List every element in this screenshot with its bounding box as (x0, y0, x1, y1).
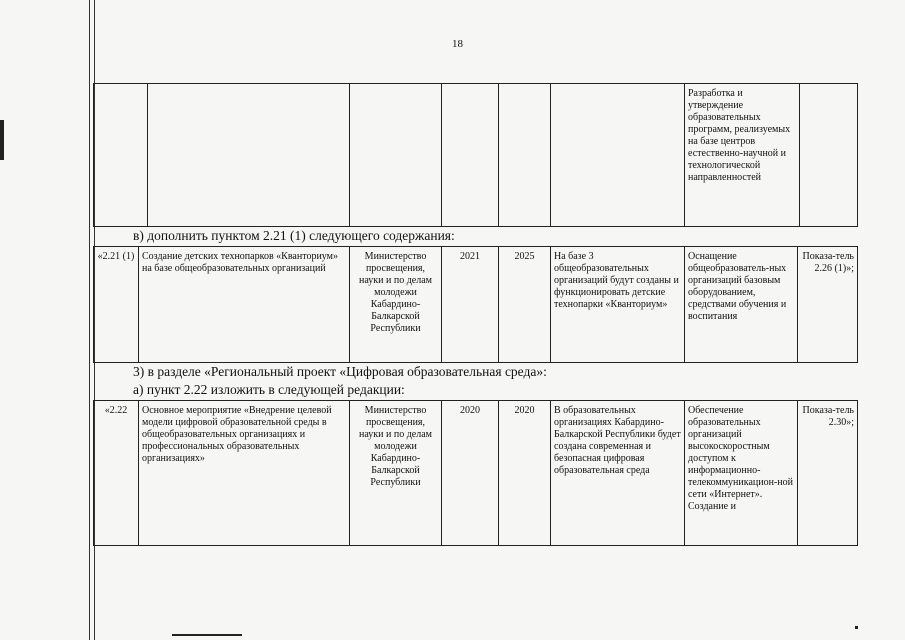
cell-start (442, 84, 499, 227)
cell-num: «2.22 (94, 401, 139, 546)
cell-executor (350, 84, 442, 227)
table-row (94, 84, 858, 227)
instruction-section-digital: 3) в разделе «Региональный проект «Цифровая образовательная среда»: (133, 364, 547, 379)
cell-executor: Министерство просвещения, науки и по делам молодежи Кабардино-Балкарской Республики (350, 401, 442, 546)
cell-name (148, 84, 350, 227)
table-row (94, 247, 858, 363)
cell-num: «2.21 (1) (94, 247, 139, 363)
cell-content: Обеспечение образовательных организаций высокоскоростным доступом к информационно-телекоммуникацион-ной сети «Интернет». Создание и (685, 401, 798, 546)
cell-result: На базе 3 общеобразовательных организаций будут созданы и функционировать детские технопарки «Кванториум» (551, 247, 685, 363)
cell-end: 2025 (499, 247, 551, 363)
cell-end (499, 84, 551, 227)
cell-content: Оснащение общеобразователь-ных организаций базовым оборудованием, средствами обучения и воспитания (685, 247, 798, 363)
table-continuation (93, 83, 858, 227)
instruction-edit-2-22: а) пункт 2.22 изложить в следующей редакции: (133, 382, 405, 397)
cell-start: 2021 (442, 247, 499, 363)
cell-result: В образовательных организациях Кабардино-Балкарской Республики будет создана современная и безопасная цифровая образовательная среда (551, 401, 685, 546)
binder-line-left (89, 0, 90, 640)
page-number: 18 (452, 38, 463, 50)
cell-executor: Министерство просвещения, науки и по делам молодежи Кабардино-Балкарской Республики (350, 247, 442, 363)
scan-dot (855, 626, 858, 629)
table-2-22 (93, 400, 858, 546)
cell-content: Разработка и утверждение образовательных программ, реализуемых на базе центров естественно-научной и технологической направленностей (685, 84, 800, 227)
cell-name: Создание детских технопарков «Кванториум» на базе общеобразовательных организаций (139, 247, 350, 363)
table-2-21-1 (93, 246, 858, 363)
cell-indicator (800, 84, 858, 227)
cell-num (94, 84, 148, 227)
table-row (94, 401, 858, 546)
instruction-add-2-21-1: в) дополнить пунктом 2.21 (1) следующего содержания: (133, 228, 455, 243)
cell-indicator: Показа-тель 2.30»; (798, 401, 858, 546)
cell-name: Основное мероприятие «Внедрение целевой модели цифровой образовательной среды в общеобразовательных организациях и профессиональных образовательных организациях» (139, 401, 350, 546)
scan-edge-mark (0, 120, 4, 160)
cell-start: 2020 (442, 401, 499, 546)
cell-indicator: Показа-тель 2.26 (1)»; (798, 247, 858, 363)
cell-result (551, 84, 685, 227)
scan-bottom-mark (172, 634, 242, 636)
cell-end: 2020 (499, 401, 551, 546)
